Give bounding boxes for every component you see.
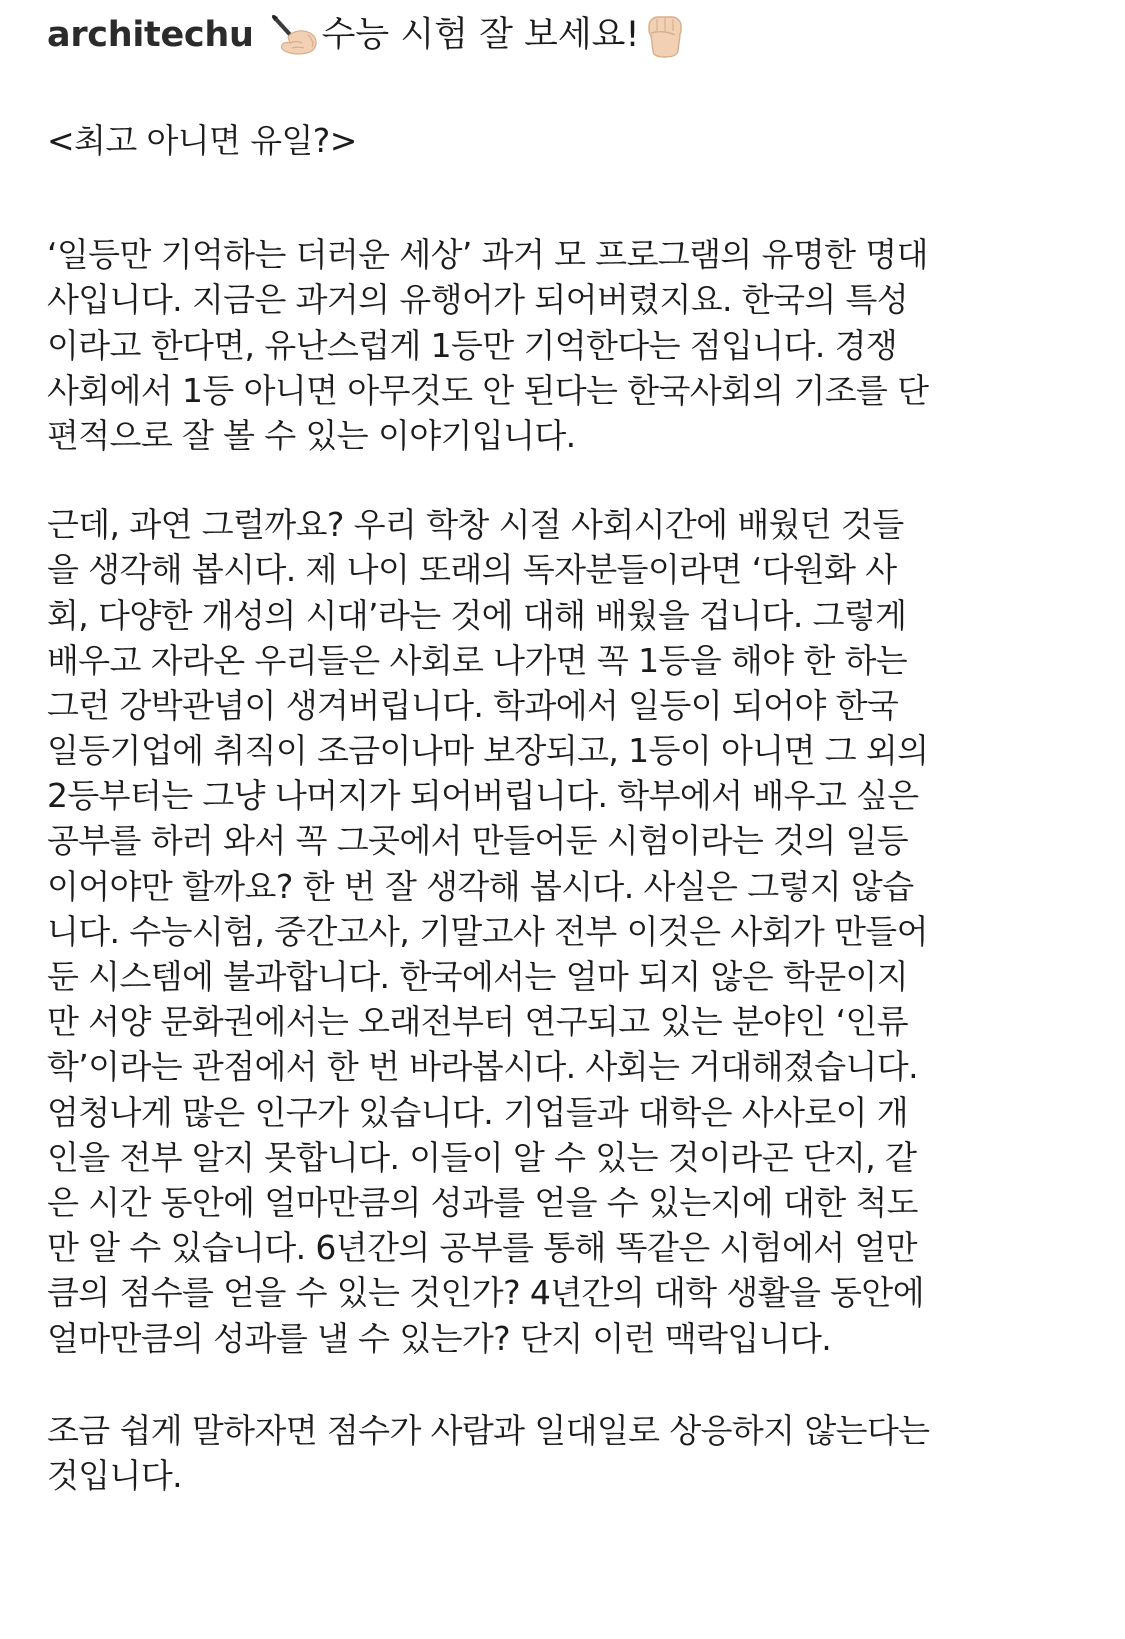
username-link[interactable]: architechu xyxy=(47,15,254,55)
text-line: 것입니다. xyxy=(47,1455,183,1495)
caption-title-text: 수능 시험 잘 보세요! xyxy=(321,15,640,55)
post-subtitle: <최고 아니면 유일?> xyxy=(47,121,357,160)
text-line: 을 생각해 봅시다. 제 나이 또래의 독자분들이라면 ‘다원화 사 xyxy=(47,550,897,590)
text-line: 은 시간 동안에 얼마만큼의 성과를 얻을 수 있는지에 대한 척도 xyxy=(47,1182,918,1222)
text-line: 편적으로 잘 볼 수 있는 이야기입니다. xyxy=(47,415,576,455)
text-line: 조금 쉽게 말하자면 점수가 사람과 일대일로 상응하지 않는다는 xyxy=(47,1410,930,1450)
text-line: 만 서양 문화권에서는 오래전부터 연구되고 있는 분야인 ‘인류 xyxy=(47,1002,909,1042)
text-line: 근데, 과연 그럴까요? 우리 학창 시절 사회시간에 배웠던 것들 xyxy=(47,505,904,545)
text-line: 만 알 수 있습니다. 6년간의 공부를 통해 똑같은 시험에서 얼만 xyxy=(47,1228,917,1268)
text-line: 둔 시스템에 불과합니다. 한국에서는 얼마 되지 않은 학문이지 xyxy=(47,957,909,997)
paragraph-3 xyxy=(47,1408,1032,1498)
text-line: 회, 다양한 개성의 시대’라는 것에 대해 배웠을 겁니다. 그렇게 xyxy=(47,595,907,635)
text-line: 2등부터는 그냥 나머지가 되어버립니다. 학부에서 배우고 싶은 xyxy=(47,776,919,816)
text-line: 니다. 수능시험, 중간고사, 기말고사 전부 이것은 사회가 만들어 xyxy=(47,911,928,951)
text-line: 사회에서 1등 아니면 아무것도 안 된다는 한국사회의 기조를 단 xyxy=(47,370,929,410)
post-header xyxy=(47,10,1032,60)
text-line: 그런 강박관념이 생겨버립니다. 학과에서 일등이 되어야 한국 xyxy=(47,685,899,725)
text-line: ‘일등만 기억하는 더러운 세상’ 과거 모 프로그램의 유명한 명대 xyxy=(47,235,928,275)
text-line: 이라고 한다면, 유난스럽게 1등만 기억한다는 점입니다. 경쟁 xyxy=(47,325,898,365)
text-line: 이어야만 할까요? 한 번 잘 생각해 봅시다. 사실은 그렇지 않습 xyxy=(47,866,914,906)
post-caption xyxy=(47,10,1032,1498)
text-line: 인을 전부 알지 못합니다. 이들이 알 수 있는 것이라곤 단지, 같 xyxy=(47,1137,917,1177)
text-line: 공부를 하러 와서 꼭 그곳에서 만들어둔 시험이라는 것의 일등 xyxy=(47,821,909,861)
writing-hand-icon xyxy=(268,13,320,57)
text-line: 엄청나게 많은 인구가 있습니다. 기업들과 대학은 사사로이 개 xyxy=(47,1092,909,1132)
paragraph-1 xyxy=(47,232,1032,458)
raised-fist-icon xyxy=(643,11,687,59)
text-line: 얼마만큼의 성과를 낼 수 있는가? 단지 이런 맥락입니다. xyxy=(47,1318,832,1358)
paragraph-2 xyxy=(47,502,1032,1361)
text-line: 큼의 점수를 얻을 수 있는 것인가? 4년간의 대학 생활을 동안에 xyxy=(47,1273,924,1313)
caption-body xyxy=(47,118,1032,1498)
text-line: 배우고 자라온 우리들은 사회로 나가면 꼭 1등을 해야 한 하는 xyxy=(47,640,908,680)
text-line: 일등기업에 취직이 조금이나마 보장되고, 1등이 아니면 그 외의 xyxy=(47,731,929,771)
caption-title-row xyxy=(268,10,688,60)
text-line: 사입니다. 지금은 과거의 유행어가 되어버렸지요. 한국의 특성 xyxy=(47,280,909,320)
text-line: 학’이라는 관점에서 한 번 바라봅시다. 사회는 거대해졌습니다. xyxy=(47,1047,918,1087)
